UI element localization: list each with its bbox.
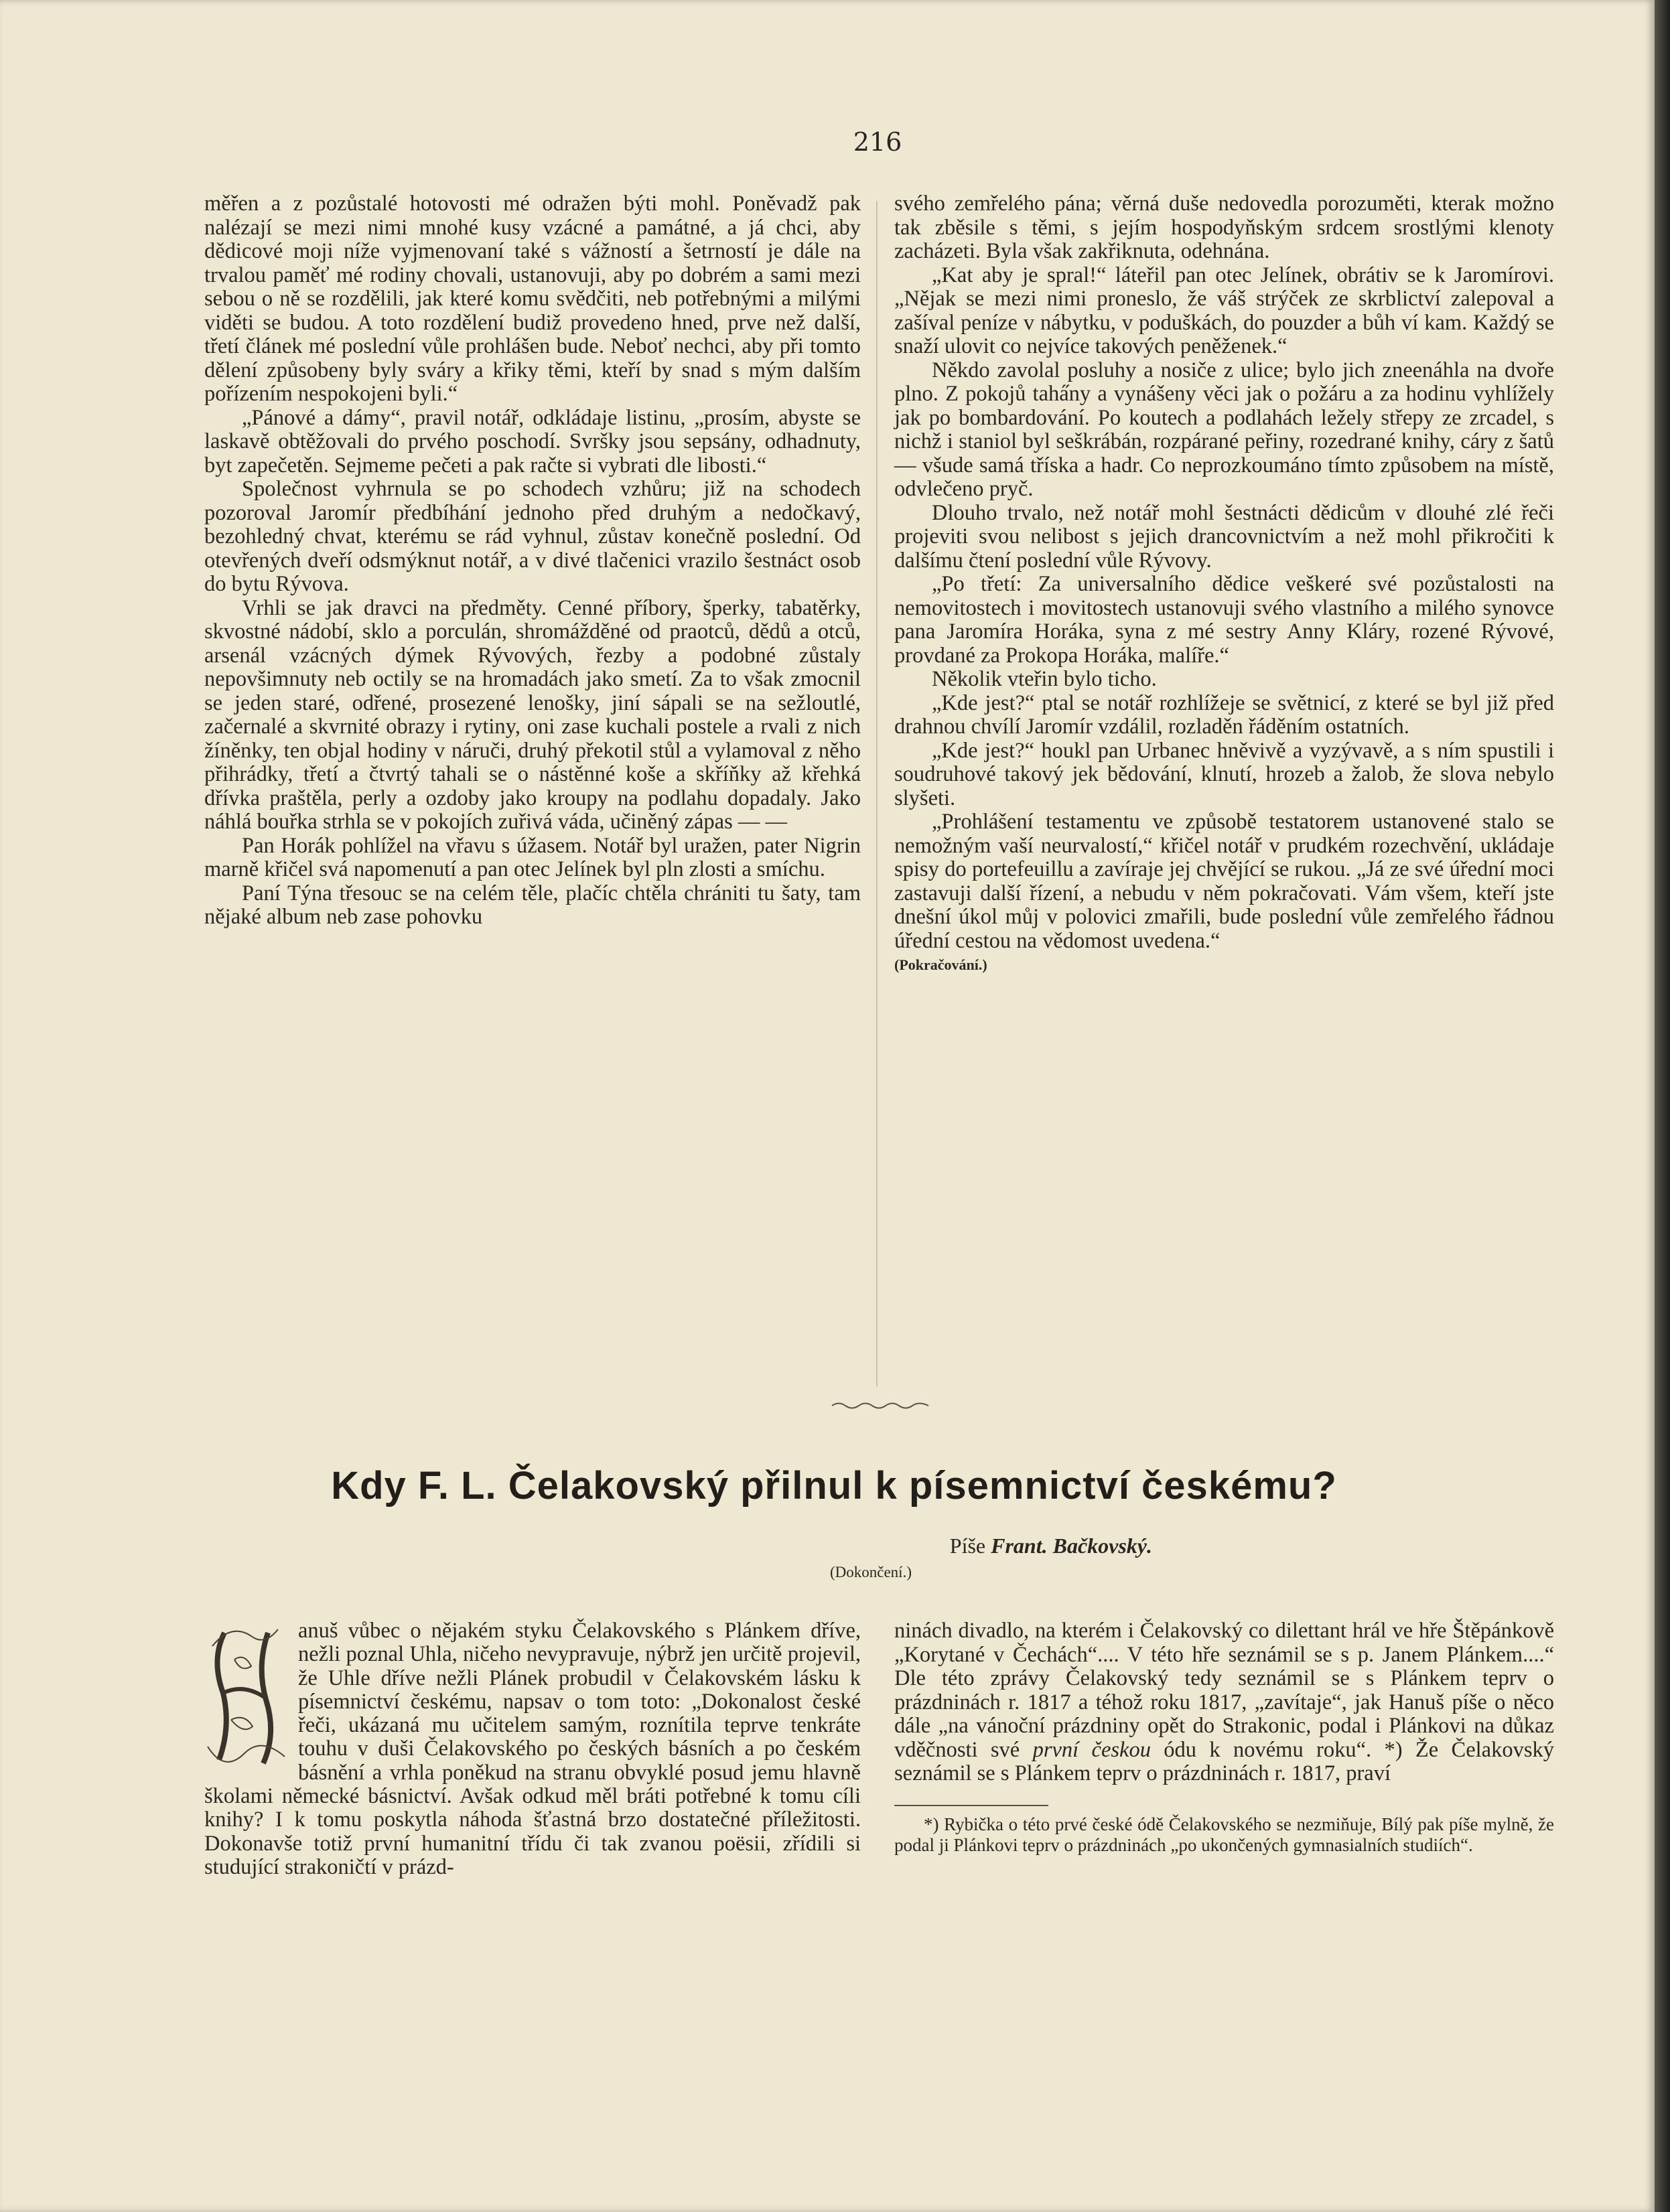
paragraph [894, 1619, 1554, 1786]
paragraph: „Pánové a dámy“, pravil notář, odkládaje listinu, „prosím, abyste se laskavě obtěžovali do prvého poschodí. Svršky jsou sepsány, odhadnuty, byt zapečetěn. Sejmeme pečeti a pak račte si vybrati dle libosti.“ [204, 405, 861, 477]
byline-prefix: Píše [949, 1534, 986, 1558]
article-subtitle: (Dokončení.) [830, 1564, 912, 1580]
text-run: ninách divadlo, na kterém i Čelakovský co dilettant hrál ve hře Štěpánkově „Korytané v Čechách“.... V této hře seznámil se s p. Janem Plánkem....“ Dle této zprávy Čelakovský tedy seznámil se s Plánkem teprv o prázdninách r. 1817 a téhož roku 1817, „zavítaje“, jak Hanuš píše o něco dále „na vánoční prázdniny opět do Strakonic, podal i Plánkovi na důkaz vděčnosti své [894, 1619, 1554, 1762]
paragraph: Pan Horák pohlížel na vřavu s úžasem. Notář byl uražen, pater Nigrin marně křičel svá napomenutí a pan otec Jelínek byl pln zlosti a smíchu. [204, 833, 861, 881]
footnote-text: *) Rybička o této prvé české ódě Čelakovského se nezmiňuje, Bílý pak píše mylně, že podal ji Plánkovi teprv o prázdninách „po ukončených gymnasialních studiích“. [894, 1814, 1554, 1855]
paragraph: Paní Týna třesouc se na celém těle, plačíc chtěla chrániti tu šaty, tam nějaké album neb zase pohovku [204, 881, 861, 929]
byline-author: Frant. Bačkovský. [991, 1534, 1152, 1558]
footnote [894, 1814, 1554, 1856]
paragraph: „Kat aby je spral!“ láteřil pan otec Jelínek, obrátiv se k Jaromírovi. „Nějak se mezi nimi proneslo, že váš strýček ze skrblictví zalepoval a zašíval peníze v nábytku, v poduškách, do pouzder a bůh ví kam. Každý se snaží ulovit co nejvíce takových peněženek.“ [894, 263, 1554, 358]
dropcap-h-ornament [204, 1619, 291, 1773]
footnote-rule [894, 1805, 1048, 1806]
paragraph: Vrhli se jak dravci na předměty. Cenné příbory, šperky, tabatěrky, skvostné nádobí, sklo a porculán, shromážděné od praotců, dědů a otců, arsenál vzácných dýmek Rývových, řezby a podobné zůstaly nepovšimnuty neb octily se na hromadách jako smetí. Za to však zmocnil se jeden staré, odřené, prosezené lenošky, jiní sápali se na sežloutlé, začernalé a skvrnité obrazy i rytiny, oni zase kuchali postele a rvali z nich žíněnky, ten objal hodiny v náruči, druhý překotil stůl a vylamoval z něho přihrádky, třetí a čtvrtý tahali se o nástěnné koše a skříňky až křehká dřívka praštěla, perly a ozdoby jako kroupy na podlahu dopadaly. Jako náhlá bouřka strhla se v pokojích zuřivá váda, učiněný zápas — — [204, 595, 861, 834]
paragraph: Dlouho trvalo, než notář mohl šestnácti dědicům v dlouhé zlé řeči projeviti svou nelibost s jejich drancovnictvím a než mohl přikročiti k dalšímu čtení poslední vůle Rývovy. [894, 500, 1554, 573]
paragraph: Společnost vyhrnula se po schodech vzhůru; již na schodech pozoroval Jaromír předbíhání jednoho před druhým a nedočkavý, bezohledný chvat, kterému se rád vyhnul, zůstav konečně poslední. Od otevřených dveří odsmýknut notář, a v divé tlačenici vrazilo šestnáct osob do bytu Rývova. [204, 477, 861, 596]
article-right-column [894, 1619, 1554, 1856]
paragraph: Několik vteřin bylo ticho. [932, 667, 1157, 691]
paragraph: anuš vůbec o nějakém styku Čelakovského s Plánkem dříve, nežli poznal Uhla, ničeho nevypravuje, nýbrž jen určitě projevil, že Uhle dříve nežli Plánek probudil v Čelakovském lásku k písemnictví českému, napsav o tom toto: „Dokonalost české řeči, ukázaná mu učitelem samým, roznítila teprve tenkráte touhu v duši Čelakovského po českých básních a po českém básnění a vrhla poněkud na stranu obvyklé posud jemu hlavně školami německé básnictví. Avšak odkud měl bráti potřebné k tomu cíli knihy? I k tomu poskytla náhoda šťastná brzo dostatečné příležitosti. Dokonavše totiž první humanitní třídu či tak zvanou poësii, zřídili si studující strakoničtí v prázd- [204, 1619, 861, 1879]
paragraph: „Kde jest?“ ptal se notář rozhlížeje se světnicí, z které se byl již před drahnou chvílí Jaromír vzdálil, rozladěn řáděním ostatních. [894, 690, 1554, 739]
page-number: 216 [853, 127, 902, 157]
page-edge [1655, 0, 1670, 2212]
paragraph: „Prohlášení testamentu ve způsobě testatorem ustanovené stalo se nemožným vaší neurvalostí,“ křičel notář v prudkém rozechvění, ukládaje spisy do portefeuillu a zavíraje jej chvějící se rukou. „Já ze své úřední moci zastavuji další řízení, a nebudu v něm pokračovati. Vám všem, kteří jste dnešní úkol můj v polovici zmařili, bude poslední vůle zemřelého řádnou úřední cestou na vědomost uvedena.“ [894, 810, 1554, 953]
story-left-column [204, 192, 861, 930]
story-right-column [894, 192, 1554, 977]
byline [737, 1534, 1152, 1558]
article-left-column [204, 1619, 861, 1879]
ornament-divider [831, 1400, 931, 1412]
paragraph: Někdo zavolal posluhy a nosiče z ulice; bylo jich zneenáhla na dvoře plno. Z pokojů taha̋ny a vynášeny věci jak o požáru a za hodinu vyhlížely jak po bombardování. Po koutech a podlahách ležely střepy ze zrcadel, s nichž i staniol byl seškrábán, rozpárané peřiny, rozedrané knihy, cáry z šatů — všude samá tříska a hadr. Co neprozkoumáno tímto způsobem na místě, odvlečeno pryč. [894, 358, 1554, 501]
text-run: ódu k novému roku“. *) Že Čelakovský seznámil se s Plánkem teprv o prázdninách r. 1817, praví [894, 1737, 1554, 1785]
paragraph: „Po třetí: Za universalního dědice veškeré své pozůstalosti na nemovitostech i movitostech ustanovuji svého vlastního a milého synovce pana Jaromíra Horáka, syna z mé sestry Anny Kláry, rozené Rývové, provdané za Prokopa Horáka, malíře.“ [894, 572, 1554, 668]
paragraph: svého zemřelého pána; věrná duše nedovedla porozuměti, kterak možno tak zběsile s těmi, s jejím hospodyňským srdcem srostlými klenoty zacházeti. Byla však zakřiknuta, odehnána. [894, 192, 1554, 263]
column-rule [876, 201, 878, 1386]
paragraph: „Kde jest?“ houkl pan Urbanec hněvivě a vyzývavě, a s ním spustili i soudruhové takový jek bědování, klnutí, hrozeb a žalob, že slova nebylo slyšeti. [894, 738, 1554, 810]
emphasis: první českou [1032, 1737, 1151, 1762]
article-title: Kdy F. L. Čelakovský přilnul k písemnictví českému? [331, 1464, 1337, 1507]
paragraph: měřen a z pozůstalé hotovosti mé odražen býti mohl. Poněvadž pak nalézají se mezi nimi mnohé kusy vzácné a památné, a já chci, aby dědicové moji níže vyjmenovaní také s vážností a šetrností je dále na trvalou paměť mé rodiny chovali, ustanovuji, aby po dobrém a sami mezi sebou o ně se rozdělili, jak které komu svědčiti, neb potřebnými a milými viděti se budou. A toto rozdělení budiž provedeno hned, prve než další, třetí článek mé poslední vůle prohlášen bude. Neboť nechci, aby při tomto dělení způsobeny byly sváry a křiky těmi, kteří by snad s mým dalším pořízením nespokojeni byli.“ [204, 192, 861, 406]
continued-note: (Pokračování.) [894, 956, 987, 973]
